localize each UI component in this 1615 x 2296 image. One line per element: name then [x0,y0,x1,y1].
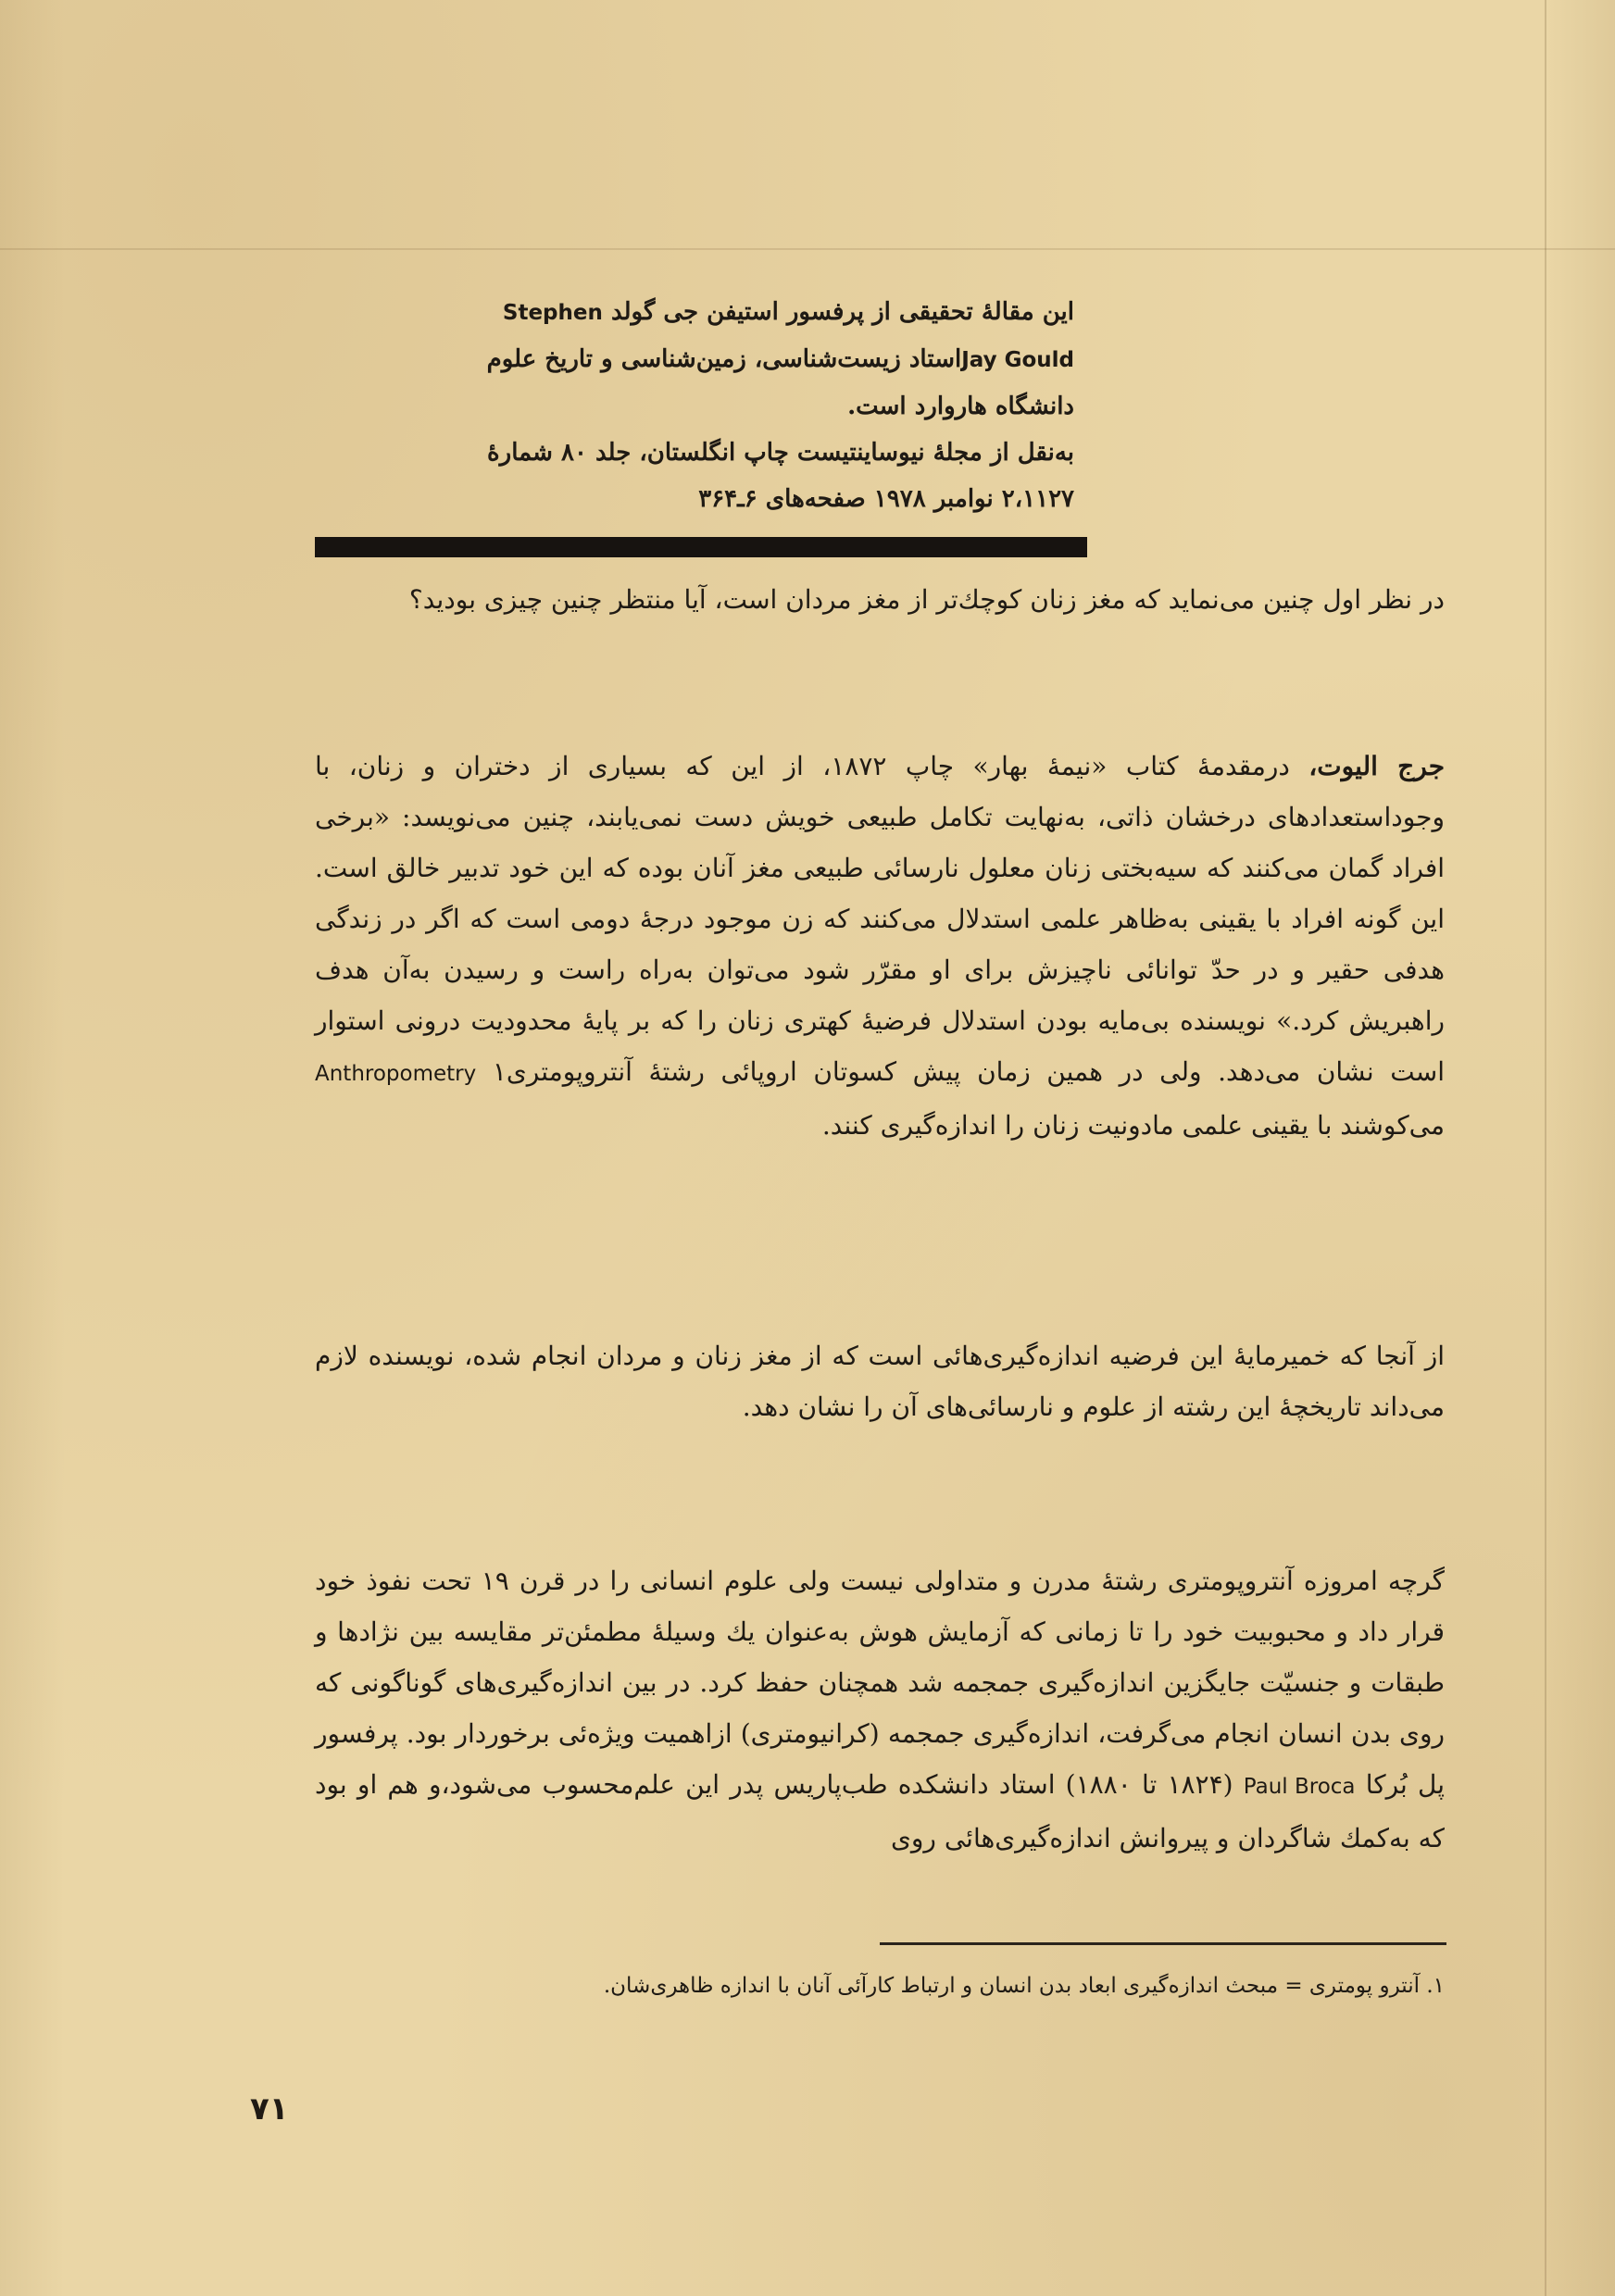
anthro-text-1: گرچه امروزه آنتروپومتری رشتهٔ مدرن و متداولی نیست ولی علوم انسانی را در قرن ۱۹ تحت نفوذ خود قرار داد و محبوبیت خود را تا زمانی که آزمایش هوش به‌عنوان یك وسیلهٔ مطمئن‌تر مقایسه بین نژادها و طبقات و جنسیّت جایگزین اندازه‌گیری جمجمه شد همچنان حفظ کرد. در بین اندازه‌گیری‌های گوناگونی که روی بدن انسان انجام می‌گرفت، اندازه‌گیری جمجمه (کرانیومتری) ازاهمیت ویژه‌ئی برخوردار بود. پرفسور پل بُرکا [315,1566,1446,1800]
intro-line-4: به‌نقل از مجلهٔ نیوساینتیست چاپ انگلستان، جلد ۸۰ شمارهٔ [487,439,1074,467]
anthropometry-latin: Anthropometry [315,1062,477,1086]
intro-line-2-persian: استاد زیست‌شناسی، زمین‌شناسی و تاریخ علوم [486,345,962,373]
eliot-text-2: می‌کوشند با یقینی علمی مادونیت زنان را اندازه‌گیری کنند. [821,1110,1445,1141]
page-number: ۷۱ [250,2090,289,2128]
author-name-latin-2: Jay Gould [961,348,1074,372]
anthro-text-2: (۱۸۲۴ تا ۱۸۸۰) استاد دانشکده طب‌پاریس پدر این علم‌محسوب می‌شود،و هم او بود که به‌کمك شاگردان و پیروانش اندازه‌گیری‌هائی روی [315,1769,1445,1853]
question-text: در نظر اول چنین می‌نماید که مغز زنان کوچك‌تر از مغز مردان است، آیا منتظر چنین چیزی بودید؟ [408,584,1445,615]
intro-line-1 [315,289,1074,336]
paper-fold-vertical [1545,0,1546,2296]
intro-line-2 [315,336,1074,383]
paragraph-anthropometry [315,1555,1445,1864]
paragraph-measurement [315,1330,1445,1432]
article-intro [315,289,1074,522]
measurement-text: از آنجا که خمیرمایهٔ این فرضیه اندازه‌گیری‌هائی است که از مغز زنان و مردان انجام شده، نویسنده لازم می‌داند تاریخچهٔ این رشته از علوم و نارسائی‌های آن را نشان دهد. [315,1341,1445,1422]
anthropometry-paragraph-text [315,1555,1445,1864]
eliot-lead: جرج الیوت، [1308,751,1446,781]
paragraph-eliot [315,741,1445,1151]
eliot-paragraph-text [315,741,1445,1151]
intro-line-5: ۲،۱۱۲۷ نوامبر ۱۹۷۸ صفحه‌های ۶ـ۳۶۴ [698,485,1074,513]
heavy-rule-bar [315,537,1087,557]
paper-fold-horizontal [0,248,1615,250]
author-name-latin-1: Stephen [502,301,603,325]
opening-question [315,574,1445,625]
eliot-text-1: درمقدمهٔ کتاب «نیمهٔ بهار» چاپ ۱۸۷۲، از این که بسیاری از دختران و زنان، با وجوداستعدادهای درخشان ذاتی، به‌نهایت تکامل طبیعی خویش دست نمی‌یابند، چنین می‌نویسد: «برخی افراد گمان می‌کنند که سیه‌بختی زنان معلول نارسائی طبیعی مغز آنان بوده که این خود تدبیر خالق است. این گونه افراد با یقینی به‌ظاهر علمی استدلال می‌کنند که زن موجود درجهٔ دومی است که اگر در زندگی هدفی حقیر و در حدّ توانائی ناچیزش برای او مقرّر شود می‌توان به‌راه راست و رسیدن به‌آن هدف راهبریش کرد.» نویسنده بی‌مایه بودن استدلال فرضیهٔ کهتری زنان را که بر پایهٔ محدودیت درونی استوار است نشان می‌دهد. ولی در همین زمان پیش کسوتان اروپائی رشتهٔ آنتروپومتری۱ [315,751,1446,1087]
footnote-divider [880,1942,1446,1945]
footnote: ۱. آنترو پومتری = مبحث اندازه‌گیری ابعاد بدن انسان و ارتباط کارآئی آنان با اندازه ظاهری‌شان. [603,1974,1445,1998]
intro-line-3: دانشگاه هاروارد است. [847,393,1074,420]
paul-broca-latin: Paul Broca [1243,1775,1356,1799]
intro-line-1-persian: این مقالهٔ تحقیقی از پرفسور استیفن جی گولد [610,298,1074,326]
